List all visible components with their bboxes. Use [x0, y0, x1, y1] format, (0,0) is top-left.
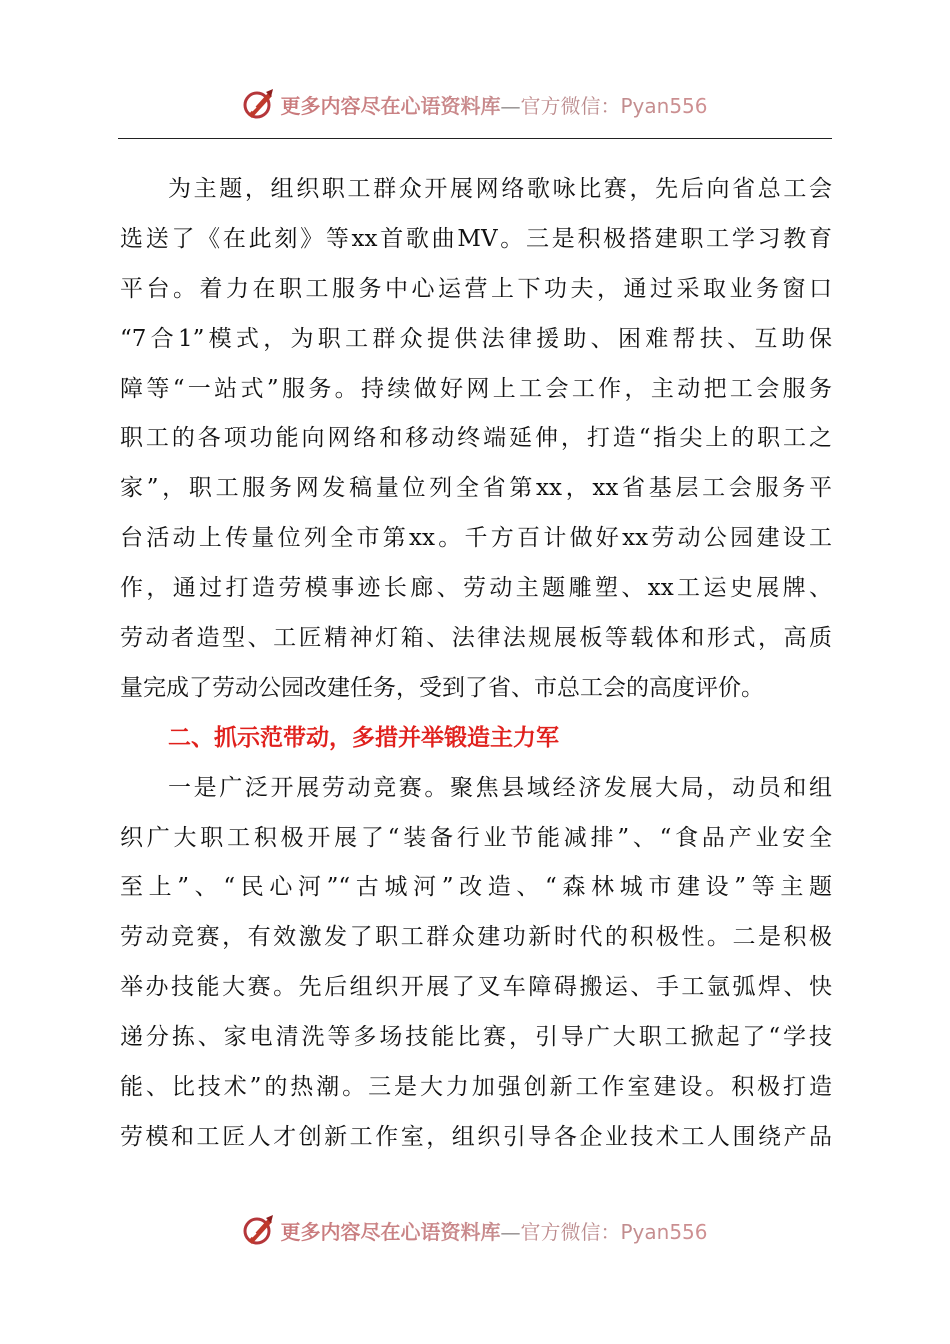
body-line: 劳动者造型、工匠精神灯箱、法律法规展板等载体和形式，高质	[120, 625, 832, 652]
body-line: 一是广泛开展劳动竞赛。聚焦县域经济发展大局，动员和组	[168, 774, 832, 801]
body-line: 递分拣、家电清洗等多场技能比赛，引导广大职工掀起了“学技	[120, 1024, 832, 1051]
body-line: 劳模和工匠人才创新工作室，组织引导各企业技术工人围绕产品	[120, 1123, 832, 1150]
banner-brand: 更多内容尽在心语资料库	[280, 93, 501, 118]
banner-label: 官方微信：	[520, 1219, 621, 1244]
body-line: 家”，职工服务网发稿量位列全省第xx，xx省基层工会服务平	[120, 475, 832, 502]
banner-handle: Pyan556	[620, 93, 708, 118]
body-line: 举办技能大赛。先后组织开展了叉车障碍搬运、手工氩弧焊、快	[120, 974, 832, 1001]
body-line: 至上”、“民心河”“古城河”改造、“森林城市建设”等主题	[120, 874, 832, 901]
body-line: 作，通过打造劳模事迹长廊、劳动主题雕塑、xx工运史展牌、	[120, 575, 832, 602]
banner-separator: —	[500, 1219, 521, 1244]
body-line: 为主题，组织职工群众开展网络歌咏比赛，先后向省总工会	[168, 176, 832, 202]
footer-banner	[0, 1210, 950, 1250]
header-rule	[118, 138, 832, 139]
pen-logo-icon	[242, 1213, 276, 1247]
body-line: 能、比技术”的热潮。三是大力加强创新工作室建设。积极打造	[120, 1074, 832, 1101]
body-line: 选送了《在此刻》等xx首歌曲MV。三是积极搭建职工学习教育	[120, 225, 832, 252]
banner-label: 官方微信：	[520, 93, 621, 118]
body-line: 平台。着力在职工服务中心运营上下功夫，通过采取业务窗口	[120, 275, 832, 302]
banner-brand: 更多内容尽在心语资料库	[280, 1219, 501, 1244]
banner-text	[280, 90, 707, 119]
body-line: 职工的各项功能向网络和移动终端延伸，打造“指尖上的职工之	[120, 425, 832, 452]
body-line: 量完成了劳动公园改建任务，受到了省、市总工会的高度评价。	[120, 674, 764, 701]
body-line: 台活动上传量位列全市第xx。千方百计做好xx劳动公园建设工	[120, 525, 832, 552]
body-line: 障等“一站式”服务。持续做好网上工会工作，主动把工会服务	[120, 375, 832, 402]
banner-handle: Pyan556	[620, 1219, 708, 1244]
header-banner	[0, 84, 950, 124]
body-line: 劳动竞赛，有效激发了职工群众建功新时代的积极性。二是积极	[120, 924, 832, 951]
document-body	[120, 165, 832, 1163]
pen-logo-icon	[242, 87, 276, 121]
body-line: 织广大职工积极开展了“装备行业节能减排”、“食品产业安全	[120, 824, 832, 851]
section-heading: 二、抓示范带动，多措并举锻造主力军	[168, 724, 559, 751]
banner-text	[280, 1216, 707, 1245]
banner-separator: —	[500, 93, 521, 118]
body-line: “7合1”模式，为职工群众提供法律援助、困难帮扶、互助保	[120, 325, 832, 352]
